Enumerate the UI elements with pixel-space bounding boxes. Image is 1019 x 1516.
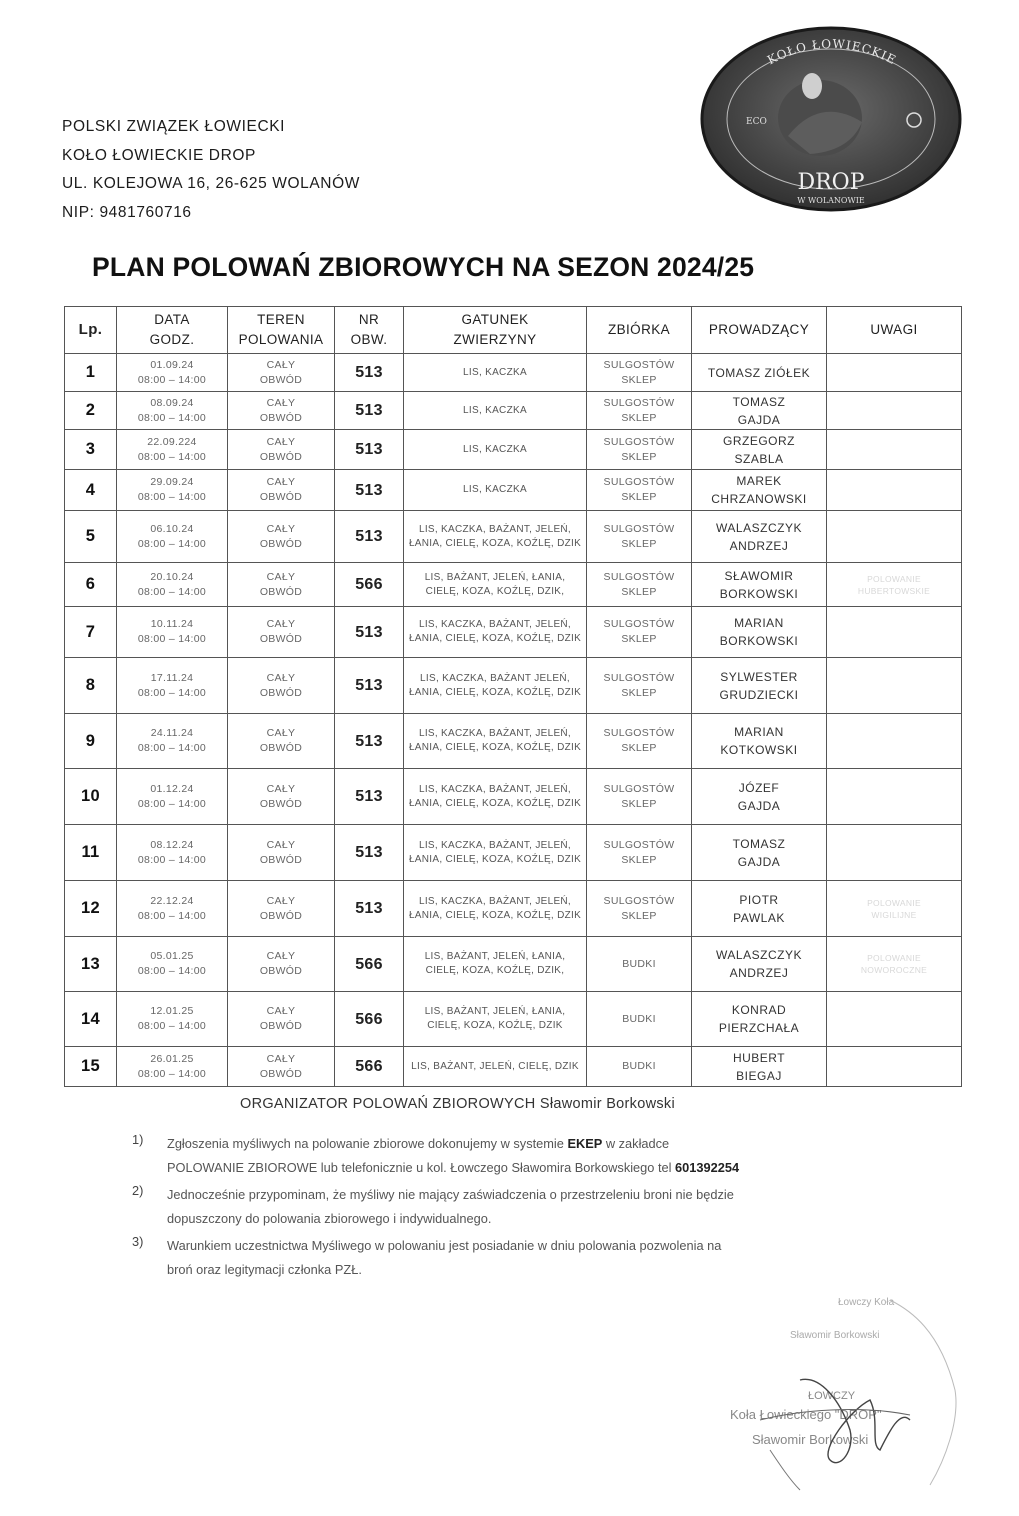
cell-meeting-point: SULGOSTÓW SKLEP bbox=[587, 658, 692, 714]
cell-area: CAŁY OBWÓD bbox=[228, 992, 335, 1047]
table-row bbox=[65, 563, 962, 607]
cell-notes bbox=[827, 992, 962, 1047]
cell-species: LIS, KACZKA, BAŻANT, JELEŃ, ŁANIA, CIELĘ, KOZA, KOŹLĘ, DZIK bbox=[404, 825, 587, 881]
cell-lp: 3 bbox=[65, 430, 117, 470]
cell-date-time: 08.09.24 08:00 – 14:00 bbox=[117, 392, 228, 430]
cell-lp: 13 bbox=[65, 937, 117, 992]
cell-species: LIS, BAŻANT, JELEŃ, ŁANIA, CIELĘ, KOZA, KOŹLĘ, DZIK, bbox=[404, 937, 587, 992]
organization-header bbox=[62, 113, 360, 227]
cell-species: LIS, KACZKA bbox=[404, 470, 587, 511]
cell-meeting-point: SULGOSTÓW SKLEP bbox=[587, 825, 692, 881]
cell-district-no: 513 bbox=[335, 607, 404, 658]
table-body bbox=[65, 354, 962, 1087]
cell-date-time: 26.01.25 08:00 – 14:00 bbox=[117, 1047, 228, 1087]
cell-species: LIS, KACZKA bbox=[404, 430, 587, 470]
cell-notes bbox=[827, 1047, 962, 1087]
cell-notes bbox=[827, 470, 962, 511]
cell-lp: 12 bbox=[65, 881, 117, 937]
cell-date-time: 12.01.25 08:00 – 14:00 bbox=[117, 992, 228, 1047]
cell-date-time: 17.11.24 08:00 – 14:00 bbox=[117, 658, 228, 714]
cell-notes bbox=[827, 714, 962, 769]
cell-meeting-point: SULGOSTÓW SKLEP bbox=[587, 714, 692, 769]
cell-notes bbox=[827, 511, 962, 563]
cell-notes bbox=[827, 392, 962, 430]
signature-role: Łowczy Koła bbox=[838, 1297, 895, 1308]
cell-area: CAŁY OBWÓD bbox=[228, 563, 335, 607]
cell-lp: 5 bbox=[65, 511, 117, 563]
stamp-line3: Sławomir Borkowski bbox=[752, 1432, 869, 1447]
cell-meeting-point: SULGOSTÓW SKLEP bbox=[587, 430, 692, 470]
cell-meeting-point: BUDKI bbox=[587, 1047, 692, 1087]
table-row bbox=[65, 992, 962, 1047]
logo-sub-text: W WOLANOWIE bbox=[797, 196, 865, 205]
cell-meeting-point: BUDKI bbox=[587, 992, 692, 1047]
header-leader: PROWADZĄCY bbox=[692, 307, 827, 354]
cell-meeting-point: SULGOSTÓW SKLEP bbox=[587, 511, 692, 563]
handwritten-signature bbox=[740, 1280, 980, 1500]
header-district-no: NR OBW. bbox=[335, 307, 404, 354]
cell-lp: 2 bbox=[65, 392, 117, 430]
cell-district-no: 513 bbox=[335, 825, 404, 881]
cell-lp: 1 bbox=[65, 354, 117, 392]
cell-notes bbox=[827, 607, 962, 658]
cell-leader: MARIAN KOTKOWSKI bbox=[692, 714, 827, 769]
table-row bbox=[65, 714, 962, 769]
logo-left-text: ECO bbox=[746, 117, 767, 127]
cell-leader: GRZEGORZ SZABLA bbox=[692, 430, 827, 470]
stamp-line2: Koła Łowieckiego "DROP" bbox=[730, 1407, 882, 1422]
cell-district-no: 566 bbox=[335, 563, 404, 607]
notes-list bbox=[132, 1132, 932, 1285]
cell-area: CAŁY OBWÓD bbox=[228, 354, 335, 392]
cell-species: LIS, BAŻANT, JELEŃ, ŁANIA, CIELĘ, KOZA, KOŹLĘ, DZIK bbox=[404, 992, 587, 1047]
cell-leader: KONRAD PIERZCHAŁA bbox=[692, 992, 827, 1047]
cell-lp: 10 bbox=[65, 769, 117, 825]
cell-lp: 6 bbox=[65, 563, 117, 607]
org-address: UL. KOLEJOWA 16, 26-625 WOLANÓW bbox=[62, 175, 360, 192]
cell-district-no: 513 bbox=[335, 881, 404, 937]
cell-district-no: 566 bbox=[335, 937, 404, 992]
cell-area: CAŁY OBWÓD bbox=[228, 430, 335, 470]
cell-meeting-point: SULGOSTÓW SKLEP bbox=[587, 563, 692, 607]
table-header-row bbox=[65, 307, 962, 354]
cell-district-no: 513 bbox=[335, 769, 404, 825]
org-name: POLSKI ZWIĄZEK ŁOWIECKI bbox=[62, 118, 286, 135]
cell-lp: 11 bbox=[65, 825, 117, 881]
cell-meeting-point: SULGOSTÓW SKLEP bbox=[587, 470, 692, 511]
cell-district-no: 566 bbox=[335, 992, 404, 1047]
cell-date-time: 01.09.24 08:00 – 14:00 bbox=[117, 354, 228, 392]
logo-main-text: DROP bbox=[797, 170, 865, 195]
cell-species: LIS, KACZKA, BAŻANT, JELEŃ, ŁANIA, CIELĘ, KOZA, KOŹLĘ, DZIK bbox=[404, 881, 587, 937]
cell-lp: 15 bbox=[65, 1047, 117, 1087]
cell-date-time: 05.01.25 08:00 – 14:00 bbox=[117, 937, 228, 992]
cell-area: CAŁY OBWÓD bbox=[228, 1047, 335, 1087]
cell-leader: PIOTR PAWLAK bbox=[692, 881, 827, 937]
cell-meeting-point: SULGOSTÓW SKLEP bbox=[587, 354, 692, 392]
cell-leader: WALASZCZYK ANDRZEJ bbox=[692, 511, 827, 563]
cell-district-no: 513 bbox=[335, 430, 404, 470]
cell-area: CAŁY OBWÓD bbox=[228, 769, 335, 825]
table-row bbox=[65, 511, 962, 563]
cell-date-time: 08.12.24 08:00 – 14:00 bbox=[117, 825, 228, 881]
cell-notes bbox=[827, 354, 962, 392]
page-title: PLAN POLOWAŃ ZBIOROWYCH NA SEZON 2024/25 bbox=[92, 252, 755, 282]
org-nip: NIP: 9481760716 bbox=[62, 203, 192, 221]
cell-meeting-point: SULGOSTÓW SKLEP bbox=[587, 607, 692, 658]
note-item: 2) Jednocześnie przypominam, że myśliwy nie mający zaświadczenia o przestrzeleniu broni nie będzie dopuszczony do polowania zbiorowego i indywidualnego. bbox=[132, 1183, 734, 1226]
cell-species: LIS, KACZKA, BAŻANT, JELEŃ, ŁANIA, CIELĘ, KOZA, KOŹLĘ, DZIK bbox=[404, 607, 587, 658]
cell-meeting-point: SULGOSTÓW SKLEP bbox=[587, 881, 692, 937]
cell-area: CAŁY OBWÓD bbox=[228, 607, 335, 658]
cell-species: LIS, KACZKA, BAŻANT JELEŃ, ŁANIA, CIELĘ, KOZA, KOŹLĘ, DZIK bbox=[404, 658, 587, 714]
cell-leader: WALASZCZYK ANDRZEJ bbox=[692, 937, 827, 992]
table-row bbox=[65, 392, 962, 430]
table-row bbox=[65, 1047, 962, 1087]
cell-lp: 8 bbox=[65, 658, 117, 714]
cell-lp: 4 bbox=[65, 470, 117, 511]
cell-species: LIS, BAŻANT, JELEŃ, ŁANIA, CIELĘ, KOZA, KOŹLĘ, DZIK, bbox=[404, 563, 587, 607]
cell-notes: POLOWANIE WIGILIJNE bbox=[827, 881, 962, 937]
header-notes: UWAGI bbox=[827, 307, 962, 354]
cell-notes bbox=[827, 658, 962, 714]
cell-leader: HUBERT BIEGAJ bbox=[692, 1047, 827, 1087]
header-lp: Lp. bbox=[65, 307, 117, 354]
table-row bbox=[65, 607, 962, 658]
cell-district-no: 566 bbox=[335, 1047, 404, 1087]
cell-date-time: 24.11.24 08:00 – 14:00 bbox=[117, 714, 228, 769]
table-row bbox=[65, 937, 962, 992]
cell-area: CAŁY OBWÓD bbox=[228, 658, 335, 714]
table-row bbox=[65, 470, 962, 511]
cell-notes: POLOWANIE NOWOROCZNE bbox=[827, 937, 962, 992]
cell-district-no: 513 bbox=[335, 354, 404, 392]
cell-meeting-point: SULGOSTÓW SKLEP bbox=[587, 769, 692, 825]
cell-date-time: 01.12.24 08:00 – 14:00 bbox=[117, 769, 228, 825]
table-row bbox=[65, 769, 962, 825]
cell-date-time: 20.10.24 08:00 – 14:00 bbox=[117, 563, 228, 607]
cell-species: LIS, KACZKA, BAŻANT, JELEŃ, ŁANIA, CIELĘ, KOZA, KOŹLĘ, DZIK bbox=[404, 769, 587, 825]
cell-leader: JÓZEF GAJDA bbox=[692, 769, 827, 825]
cell-area: CAŁY OBWÓD bbox=[228, 470, 335, 511]
cell-date-time: 10.11.24 08:00 – 14:00 bbox=[117, 607, 228, 658]
table-row bbox=[65, 881, 962, 937]
cell-district-no: 513 bbox=[335, 658, 404, 714]
cell-leader: TOMASZ GAJDA bbox=[692, 825, 827, 881]
cell-species: LIS, KACZKA bbox=[404, 392, 587, 430]
cell-species: LIS, KACZKA bbox=[404, 354, 587, 392]
cell-lp: 9 bbox=[65, 714, 117, 769]
cell-notes bbox=[827, 430, 962, 470]
club-logo bbox=[700, 26, 962, 212]
cell-area: CAŁY OBWÓD bbox=[228, 825, 335, 881]
header-meeting-point: ZBIÓRKA bbox=[587, 307, 692, 354]
table-row bbox=[65, 430, 962, 470]
cell-lp: 14 bbox=[65, 992, 117, 1047]
cell-notes bbox=[827, 769, 962, 825]
logo-top-text: KOŁO ŁOWIECKIE bbox=[765, 36, 899, 68]
note-item: 3) Warunkiem uczestnictwa Myśliwego w polowaniu jest posiadanie w dniu polowania pozwolenia na broń oraz legitymacji członka PZŁ. bbox=[132, 1234, 722, 1277]
cell-district-no: 513 bbox=[335, 714, 404, 769]
stamp-line1: ŁOWCZY bbox=[808, 1390, 856, 1402]
cell-leader: TOMASZ GAJDA bbox=[692, 392, 827, 430]
table-row bbox=[65, 658, 962, 714]
cell-lp: 7 bbox=[65, 607, 117, 658]
cell-species: LIS, KACZKA, BAŻANT, JELEŃ, ŁANIA, CIELĘ, KOZA, KOŹLĘ, DZIK bbox=[404, 714, 587, 769]
cell-district-no: 513 bbox=[335, 511, 404, 563]
cell-notes: POLOWANIE HUBERTOWSKIE bbox=[827, 563, 962, 607]
cell-date-time: 22.12.24 08:00 – 14:00 bbox=[117, 881, 228, 937]
cell-date-time: 22.09.224 08:00 – 14:00 bbox=[117, 430, 228, 470]
cell-date-time: 29.09.24 08:00 – 14:00 bbox=[117, 470, 228, 511]
table-row bbox=[65, 354, 962, 392]
organizer-line: ORGANIZATOR POLOWAŃ ZBIOROWYCH Sławomir Borkowski bbox=[240, 1096, 675, 1112]
cell-leader: TOMASZ ZIÓŁEK bbox=[692, 354, 827, 392]
cell-meeting-point: SULGOSTÓW SKLEP bbox=[587, 392, 692, 430]
note-item: 1) Zgłoszenia myśliwych na polowanie zbiorowe dokonujemy w systemie EKEP w zakładce POLOWANIE ZBIOROWE lub telefonicznie u kol. Łowczego Sławomira Borkowskiego tel 601392254 bbox=[132, 1132, 740, 1175]
club-name: KOŁO ŁOWIECKIE DROP bbox=[62, 146, 256, 164]
cell-district-no: 513 bbox=[335, 470, 404, 511]
signature-name: Sławomir Borkowski bbox=[790, 1330, 880, 1341]
cell-leader: SŁAWOMIR BORKOWSKI bbox=[692, 563, 827, 607]
cell-area: CAŁY OBWÓD bbox=[228, 511, 335, 563]
header-area: TEREN POLOWANIA bbox=[228, 307, 335, 354]
header-date: DATA GODZ. bbox=[117, 307, 228, 354]
cell-meeting-point: BUDKI bbox=[587, 937, 692, 992]
cell-leader: MAREK CHRZANOWSKI bbox=[692, 470, 827, 511]
cell-area: CAŁY OBWÓD bbox=[228, 881, 335, 937]
hunting-plan-table bbox=[64, 306, 962, 1087]
cell-species: LIS, KACZKA, BAŻANT, JELEŃ, ŁANIA, CIELĘ, KOZA, KOŹLĘ, DZIK bbox=[404, 511, 587, 563]
cell-area: CAŁY OBWÓD bbox=[228, 392, 335, 430]
cell-district-no: 513 bbox=[335, 392, 404, 430]
cell-species: LIS, BAŻANT, JELEŃ, CIELĘ, DZIK bbox=[404, 1047, 587, 1087]
cell-area: CAŁY OBWÓD bbox=[228, 714, 335, 769]
cell-leader: MARIAN BORKOWSKI bbox=[692, 607, 827, 658]
table-row bbox=[65, 825, 962, 881]
cell-notes bbox=[827, 825, 962, 881]
cell-leader: SYLWESTER GRUDZIECKI bbox=[692, 658, 827, 714]
cell-area: CAŁY OBWÓD bbox=[228, 937, 335, 992]
cell-date-time: 06.10.24 08:00 – 14:00 bbox=[117, 511, 228, 563]
header-species: GATUNEK ZWIERZYNY bbox=[404, 307, 587, 354]
